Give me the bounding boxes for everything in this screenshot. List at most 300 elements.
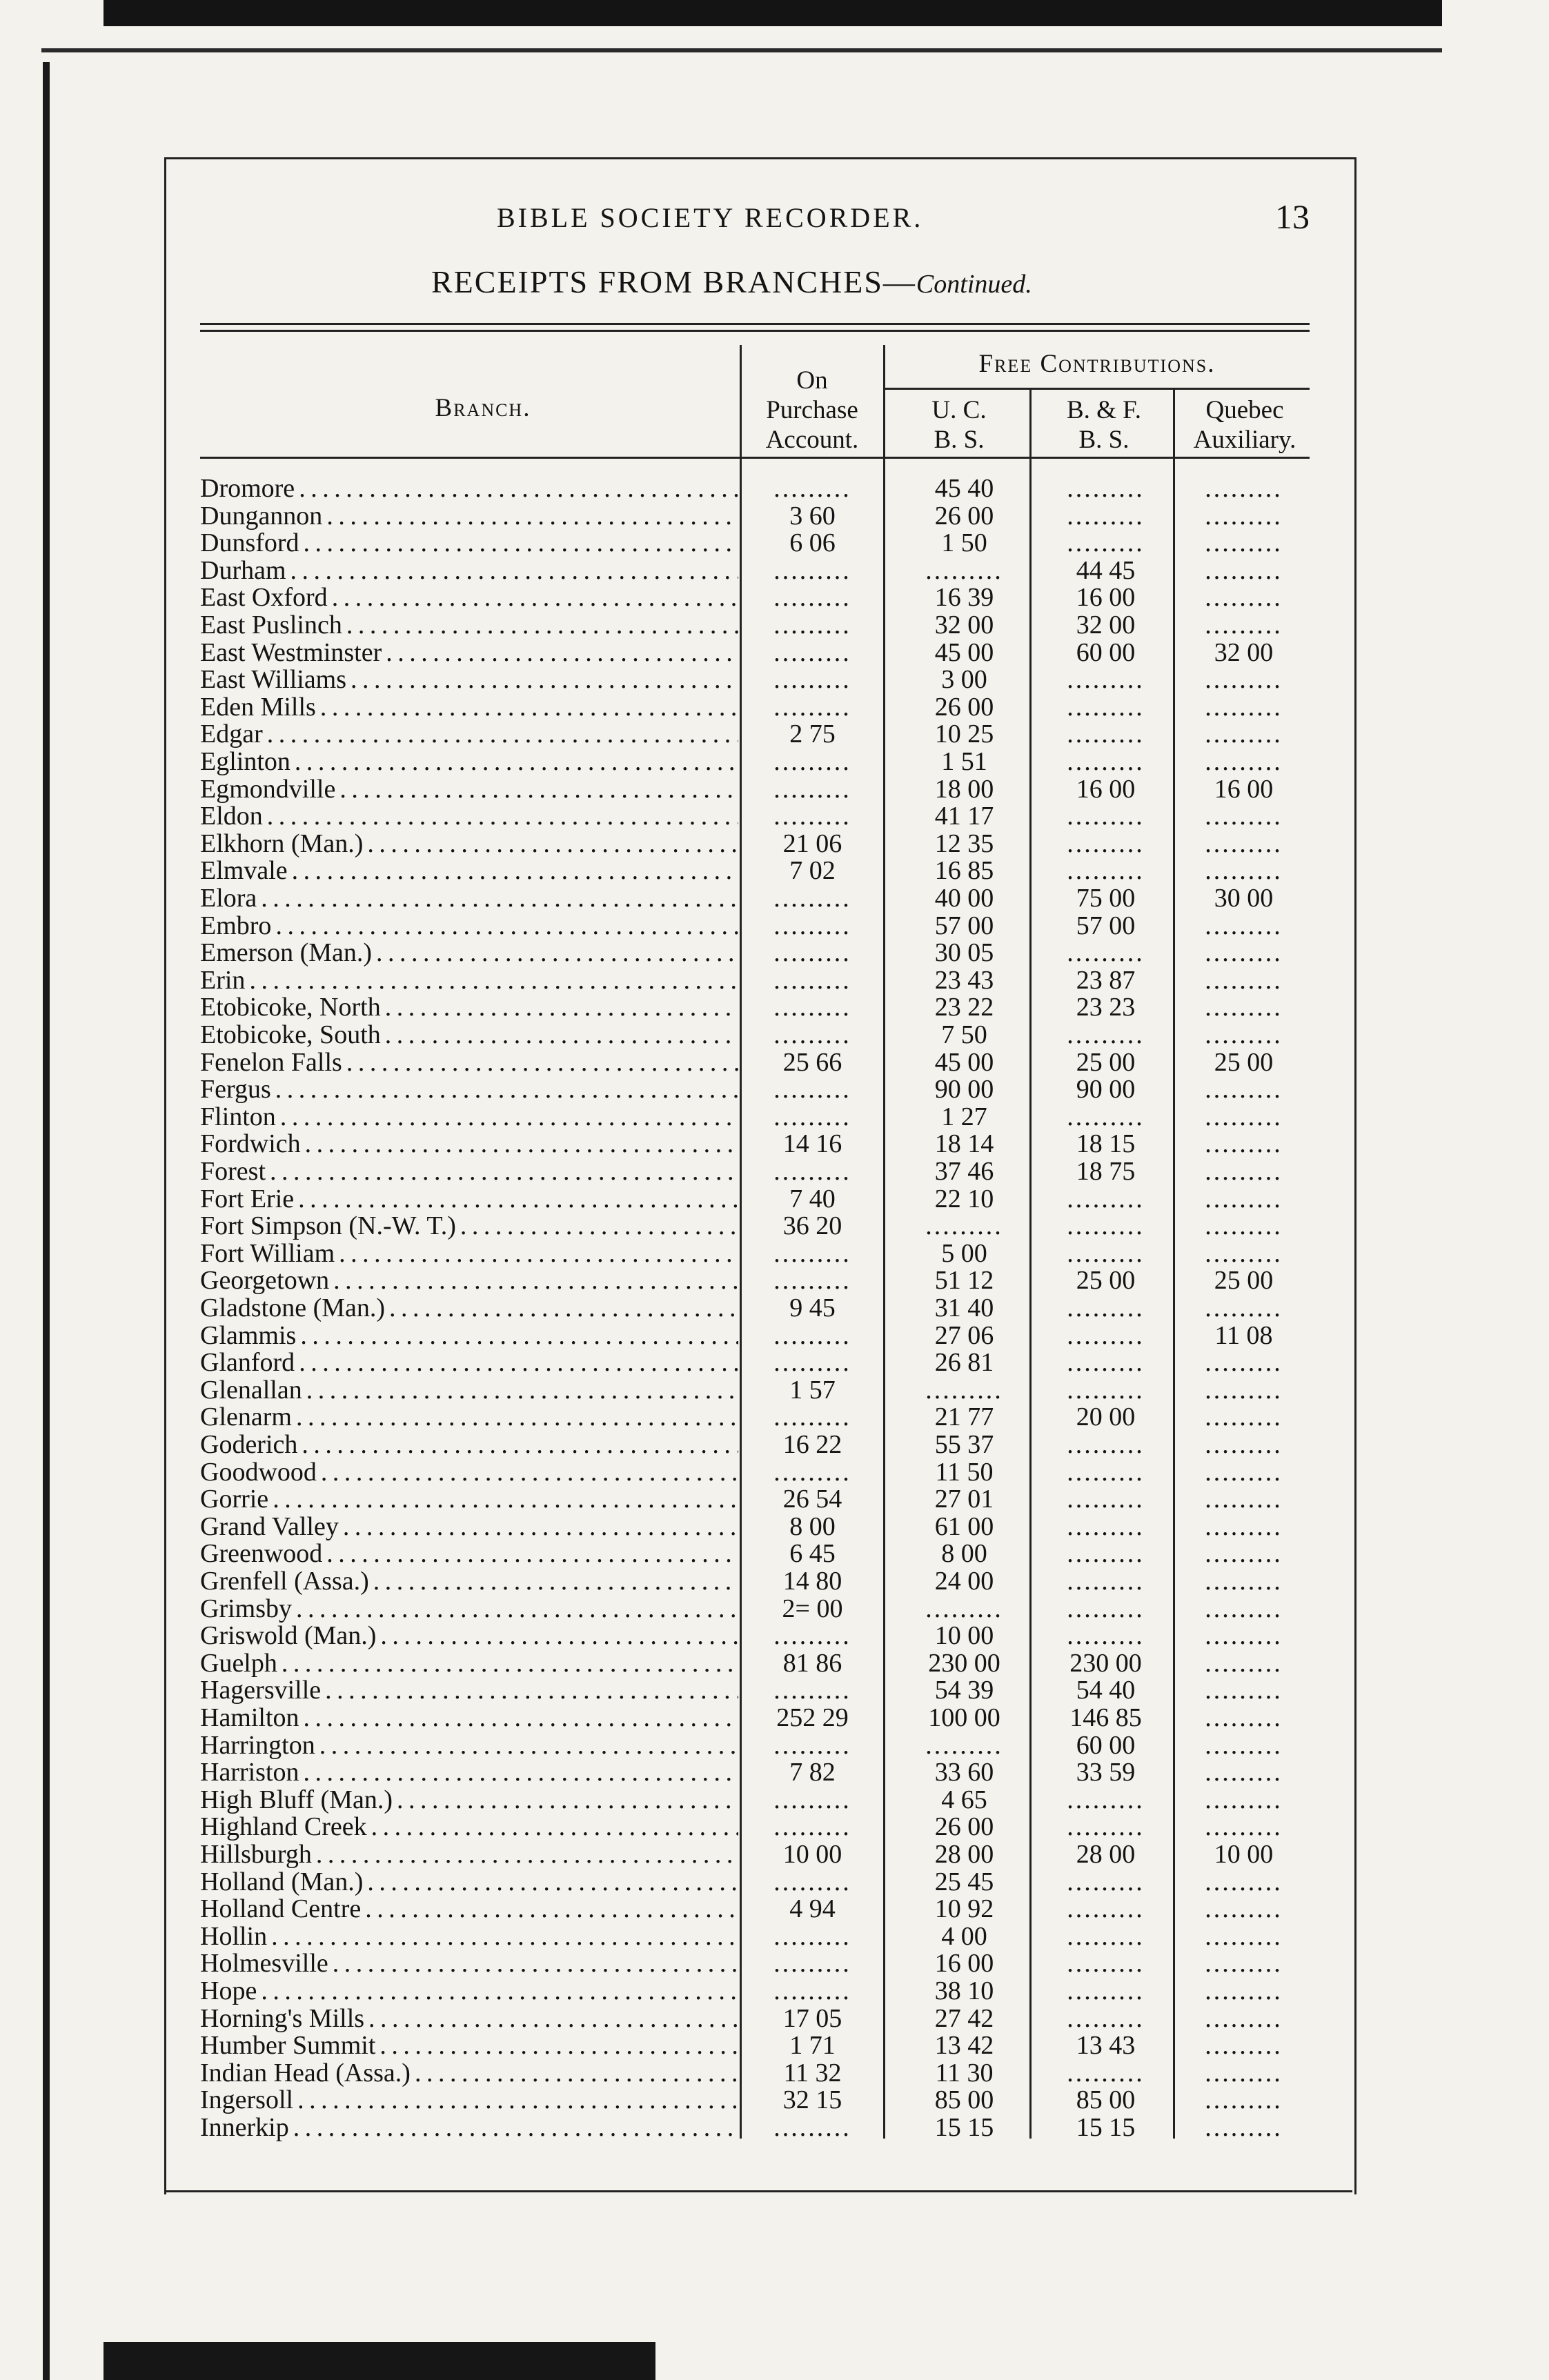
branch-name: Elkhorn (Man.) . . . xyxy=(200,830,738,857)
leader-dots: ......... xyxy=(773,1622,851,1649)
ucbs-cell: 90 00 xyxy=(934,1075,994,1103)
leader-dots: ......... xyxy=(773,1158,851,1185)
leader-dots: ......... xyxy=(773,1786,851,1814)
leader-dots: ......... xyxy=(1205,502,1283,530)
branch-name: Holland (Man.) . . . xyxy=(200,1868,738,1896)
leader-dots: ......... xyxy=(1205,1923,1283,1950)
leader-dots: ......... xyxy=(1067,1567,1145,1595)
purchase-cell xyxy=(749,666,876,693)
bfbs-cell: 16 00 xyxy=(1076,584,1136,611)
ucbs-cell: 16 39 xyxy=(934,584,994,611)
leader-dots: ......... xyxy=(1205,1185,1283,1213)
purchase-cell: 25 66 xyxy=(782,1049,842,1076)
leader-dots: ......... xyxy=(773,1240,851,1267)
leader-dots: ......... xyxy=(773,1021,851,1049)
purchase-cell: 26 54 xyxy=(782,1485,842,1513)
quebec-cell xyxy=(1180,1813,1308,1841)
leader-dots: ......... xyxy=(1067,748,1145,775)
purchase-cell xyxy=(749,693,876,721)
leader-dots: ......... xyxy=(1067,1786,1145,1814)
leader-dots: ......... xyxy=(773,611,851,639)
leader-dots: ......... xyxy=(773,557,851,584)
leader-dots: ......... xyxy=(773,1458,851,1486)
leader-dots: ......... xyxy=(1067,1923,1145,1950)
quebec-cell xyxy=(1180,529,1308,557)
bfbs-cell: 16 00 xyxy=(1076,775,1136,803)
branch-name: Hillsburgh . . . xyxy=(200,1841,738,1868)
leader-dots: ......... xyxy=(1067,1294,1145,1322)
header-ucbs xyxy=(890,395,1028,455)
purchase-cell xyxy=(749,1075,876,1103)
bfbs-cell xyxy=(1038,857,1173,884)
leader-dots: ......... xyxy=(773,1813,851,1841)
leader-dots: ......... xyxy=(1205,1567,1283,1595)
header-top-rule xyxy=(200,323,1310,325)
quebec-cell xyxy=(1180,1923,1308,1950)
branch-name: Elora . . . xyxy=(200,884,738,912)
column-rule-1 xyxy=(740,345,742,2139)
bfbs-cell xyxy=(1038,1868,1173,1896)
quebec-cell xyxy=(1180,1868,1308,1896)
branch-name: East Oxford . . . xyxy=(200,584,738,611)
free-contributions-rule xyxy=(883,388,1310,390)
leader-dots: ......... xyxy=(1067,1950,1145,1977)
leader-dots: ......... xyxy=(1067,1622,1145,1649)
leader-dots: ......... xyxy=(773,912,851,940)
branch-name: Goodwood . . . xyxy=(200,1458,738,1486)
ucbs-cell xyxy=(894,557,1035,584)
leader-dots: ......... xyxy=(1205,1431,1283,1458)
branch-name: Fort William . . . xyxy=(200,1240,738,1267)
purchase-cell xyxy=(749,966,876,994)
leader-dots: ......... xyxy=(925,1595,1003,1623)
leader-dots: ......... xyxy=(773,1267,851,1294)
bfbs-cell xyxy=(1038,1923,1173,1950)
leader-dots: ......... xyxy=(1205,993,1283,1021)
quebec-cell xyxy=(1180,1540,1308,1567)
quebec-cell xyxy=(1180,939,1308,966)
purchase-cell xyxy=(749,2114,876,2141)
leader-dots: ......... xyxy=(1205,720,1283,748)
quebec-cell xyxy=(1180,666,1308,693)
leader-dots: ......... xyxy=(773,775,851,803)
leader-dots: ......... xyxy=(773,1977,851,2005)
leader-dots: ......... xyxy=(1067,1240,1145,1267)
branch-name: Dunsford . . . xyxy=(200,529,738,557)
purchase-cell xyxy=(749,993,876,1021)
ucbs-cell: 45 40 xyxy=(934,475,994,502)
leader-dots: ......... xyxy=(773,584,851,611)
leader-dots: ......... xyxy=(1067,693,1145,721)
ucbs-cell xyxy=(894,1595,1035,1623)
bfbs-cell xyxy=(1038,720,1173,748)
ucbs-cell: 1 27 xyxy=(941,1103,987,1131)
quebec-cell xyxy=(1180,1758,1308,1786)
leader-dots: ......... xyxy=(1205,1676,1283,1704)
branch-name: Holmesville . . . xyxy=(200,1950,738,1977)
quebec-cell xyxy=(1180,1485,1308,1513)
header-bfbs-line1: B. & F. xyxy=(1066,396,1142,424)
bfbs-cell xyxy=(1038,475,1173,502)
leader-dots: ......... xyxy=(1205,2032,1283,2059)
quebec-cell xyxy=(1180,1103,1308,1131)
purchase-cell xyxy=(749,584,876,611)
branch-name: High Bluff (Man.) . . . xyxy=(200,1786,738,1814)
quebec-cell: 32 00 xyxy=(1214,639,1274,666)
purchase-cell: 32 15 xyxy=(782,2086,842,2114)
branch-name: Gladstone (Man.) . . . xyxy=(200,1294,738,1322)
leader-dots: ......... xyxy=(1205,557,1283,584)
purchase-cell xyxy=(749,611,876,639)
bfbs-cell: 23 87 xyxy=(1076,966,1136,994)
leader-dots: ......... xyxy=(1205,830,1283,857)
quebec-cell xyxy=(1180,748,1308,775)
branch-name: Dromore . . . xyxy=(200,475,738,502)
branch-name: Elmvale . . . xyxy=(200,857,738,884)
table-title-continued: Continued. xyxy=(916,270,1032,299)
branch-name: Guelph . . . xyxy=(200,1649,738,1677)
bfbs-cell xyxy=(1038,1240,1173,1267)
branch-name: Erin . . . xyxy=(200,966,738,994)
branch-name: Fergus . . . xyxy=(200,1075,738,1103)
quebec-cell xyxy=(1180,2086,1308,2114)
purchase-cell: 2= 00 xyxy=(782,1595,843,1623)
ucbs-cell: 16 00 xyxy=(934,1950,994,1977)
bfbs-cell: 18 75 xyxy=(1076,1158,1136,1185)
leader-dots: ......... xyxy=(1205,1130,1283,1158)
quebec-cell xyxy=(1180,1732,1308,1759)
bfbs-cell: 90 00 xyxy=(1076,1075,1136,1103)
column-rule-2 xyxy=(883,345,885,2139)
ucbs-cell: 55 37 xyxy=(934,1431,994,1458)
ucbs-cell: 10 00 xyxy=(934,1622,994,1649)
header-ucbs-line2: B. S. xyxy=(934,426,985,454)
ucbs-cell: 33 60 xyxy=(934,1758,994,1786)
ucbs-cell: 23 43 xyxy=(934,966,994,994)
branch-name: East Puslinch . . . xyxy=(200,611,738,639)
leader-dots: ......... xyxy=(773,993,851,1021)
bfbs-cell xyxy=(1038,1622,1173,1649)
leader-dots: ......... xyxy=(1205,1458,1283,1486)
quebec-cell xyxy=(1180,1403,1308,1431)
branch-name: Highland Creek . . . xyxy=(200,1813,738,1841)
scan-edge-line xyxy=(41,48,1442,52)
header-quebec xyxy=(1177,395,1312,455)
leader-dots: ......... xyxy=(1067,1868,1145,1896)
bfbs-cell: 25 00 xyxy=(1076,1267,1136,1294)
leader-dots: ......... xyxy=(1205,857,1283,884)
leader-dots: ......... xyxy=(1205,666,1283,693)
branch-name: Fordwich . . . xyxy=(200,1130,738,1158)
leader-dots: ......... xyxy=(1067,1540,1145,1567)
leader-dots: ......... xyxy=(1205,2086,1283,2114)
branch-name: Glammis . . . xyxy=(200,1322,738,1349)
purchase-cell xyxy=(749,1786,876,1814)
branch-name: Etobicoke, North . . . xyxy=(200,993,738,1021)
branch-name: Fort Simpson (N.-W. T.) . . . xyxy=(200,1212,738,1240)
leader-dots: ......... xyxy=(1067,666,1145,693)
table-title xyxy=(431,264,1032,300)
leader-dots: ......... xyxy=(1067,1895,1145,1923)
ucbs-cell xyxy=(894,1732,1035,1759)
leader-dots: ......... xyxy=(925,1376,1003,1404)
purchase-cell xyxy=(749,1923,876,1950)
header-purchase-line2: Purchase xyxy=(766,396,858,424)
ucbs-cell: 7 50 xyxy=(941,1021,987,1049)
bfbs-cell xyxy=(1038,1485,1173,1513)
bfbs-cell: 85 00 xyxy=(1076,2086,1136,2114)
header-bfbs xyxy=(1035,395,1173,455)
branch-name: Eldon . . . xyxy=(200,802,738,830)
ucbs-cell: 28 00 xyxy=(934,1841,994,1868)
branch-name: Eglinton . . . xyxy=(200,748,738,775)
leader-dots: ......... xyxy=(1205,1649,1283,1677)
leader-dots: ......... xyxy=(1205,693,1283,721)
ucbs-cell: 100 00 xyxy=(928,1704,1000,1732)
leader-dots: ......... xyxy=(773,1950,851,1977)
leader-dots: ......... xyxy=(1067,1513,1145,1540)
purchase-cell xyxy=(749,557,876,584)
running-head: BIBLE SOCIETY RECORDER. xyxy=(497,202,924,233)
quebec-cell xyxy=(1180,802,1308,830)
purchase-cell xyxy=(749,775,876,803)
leader-dots: ......... xyxy=(1205,1704,1283,1732)
header-bfbs-line2: B. S. xyxy=(1078,426,1129,454)
leader-dots: ......... xyxy=(1205,1240,1283,1267)
branch-name: Glanford . . . xyxy=(200,1349,738,1376)
leader-dots: ......... xyxy=(1067,2005,1145,2032)
bfbs-cell xyxy=(1038,1540,1173,1567)
bfbs-cell xyxy=(1038,802,1173,830)
bfbs-cell: 54 40 xyxy=(1076,1676,1136,1704)
bfbs-cell: 60 00 xyxy=(1076,1732,1136,1759)
bfbs-cell: 57 00 xyxy=(1076,912,1136,940)
bfbs-cell xyxy=(1038,1458,1173,1486)
branch-name: East Williams . . . xyxy=(200,666,738,693)
ucbs-cell: 3 00 xyxy=(941,666,987,693)
quebec-cell xyxy=(1180,1458,1308,1486)
leader-dots: ......... xyxy=(1205,584,1283,611)
branch-name: Embro . . . xyxy=(200,912,738,940)
bfbs-cell: 25 00 xyxy=(1076,1049,1136,1076)
quebec-cell xyxy=(1180,1021,1308,1049)
branch-name: Georgetown . . . xyxy=(200,1267,738,1294)
branch-name: Emerson (Man.) . . . xyxy=(200,939,738,966)
purchase-cell: 10 00 xyxy=(782,1841,842,1868)
bfbs-cell xyxy=(1038,666,1173,693)
quebec-cell xyxy=(1180,1704,1308,1732)
leader-dots: ......... xyxy=(773,693,851,721)
leader-dots: ......... xyxy=(1205,1950,1283,1977)
ucbs-cell xyxy=(894,1376,1035,1404)
quebec-cell xyxy=(1180,1895,1308,1923)
quebec-cell: 16 00 xyxy=(1214,775,1274,803)
ucbs-cell: 30 05 xyxy=(934,939,994,966)
branch-name: Greenwood . . . xyxy=(200,1540,738,1567)
quebec-cell xyxy=(1180,830,1308,857)
branch-name: Fort Erie . . . xyxy=(200,1185,738,1213)
ucbs-cell: 32 00 xyxy=(934,611,994,639)
purchase-cell xyxy=(749,1868,876,1896)
leader-dots: ......... xyxy=(1205,2114,1283,2141)
quebec-cell xyxy=(1180,857,1308,884)
leader-dots: ......... xyxy=(1205,748,1283,775)
leader-dots: ......... xyxy=(1205,2059,1283,2087)
quebec-cell xyxy=(1180,1240,1308,1267)
purchase-cell xyxy=(749,1103,876,1131)
bfbs-cell xyxy=(1038,1294,1173,1322)
quebec-cell xyxy=(1180,1376,1308,1404)
branch-name: Indian Head (Assa.) . . . xyxy=(200,2059,738,2087)
ucbs-cell: 10 92 xyxy=(934,1895,994,1923)
leader-dots: ......... xyxy=(1067,1813,1145,1841)
leader-dots: ......... xyxy=(773,802,851,830)
branch-name: Gorrie . . . xyxy=(200,1485,738,1513)
quebec-cell xyxy=(1180,502,1308,530)
leader-dots: ......... xyxy=(773,1103,851,1131)
purchase-cell xyxy=(749,939,876,966)
quebec-cell xyxy=(1180,1622,1308,1649)
leader-dots: ......... xyxy=(1205,1895,1283,1923)
leader-dots: ......... xyxy=(773,639,851,666)
leader-dots: ......... xyxy=(1205,1758,1283,1786)
bfbs-cell: 20 00 xyxy=(1076,1403,1136,1431)
ucbs-cell: 26 00 xyxy=(934,693,994,721)
purchase-cell: 8 00 xyxy=(789,1513,836,1540)
page-number: 13 xyxy=(1275,197,1310,236)
ucbs-cell: 85 00 xyxy=(934,2086,994,2114)
purchase-cell: 6 06 xyxy=(789,529,836,557)
bfbs-cell: 28 00 xyxy=(1076,1841,1136,1868)
header-quebec-line2: Auxiliary. xyxy=(1193,426,1296,454)
leader-dots: ......... xyxy=(773,1923,851,1950)
ucbs-cell: 45 00 xyxy=(934,639,994,666)
ucbs-cell xyxy=(894,1212,1035,1240)
branch-name: Griswold (Man.) . . . xyxy=(200,1622,738,1649)
ucbs-cell: 57 00 xyxy=(934,912,994,940)
leader-dots: ......... xyxy=(1205,2005,1283,2032)
quebec-cell: 10 00 xyxy=(1214,1841,1274,1868)
leader-dots: ......... xyxy=(1205,1158,1283,1185)
ucbs-cell: 27 01 xyxy=(934,1485,994,1513)
bfbs-cell: 60 00 xyxy=(1076,639,1136,666)
ucbs-cell: 16 85 xyxy=(934,857,994,884)
leader-dots: ......... xyxy=(1205,611,1283,639)
branch-name: Grand Valley . . . xyxy=(200,1513,738,1540)
bfbs-cell: 32 00 xyxy=(1076,611,1136,639)
quebec-cell xyxy=(1180,693,1308,721)
branch-name: Goderich . . . xyxy=(200,1431,738,1458)
leader-dots: ......... xyxy=(1205,1075,1283,1103)
leader-dots: ......... xyxy=(1205,1485,1283,1513)
leader-dots: ......... xyxy=(1067,1458,1145,1486)
purchase-cell xyxy=(749,1240,876,1267)
branch-name: East Westminster . . . xyxy=(200,639,738,666)
purchase-cell: 21 06 xyxy=(782,830,842,857)
leader-dots: ......... xyxy=(1205,1021,1283,1049)
bfbs-cell xyxy=(1038,1376,1173,1404)
leader-dots: ......... xyxy=(1067,720,1145,748)
purchase-cell: 14 80 xyxy=(782,1567,842,1595)
quebec-cell xyxy=(1180,475,1308,502)
branch-name: Edgar . . . xyxy=(200,720,738,748)
branch-name: Hollin . . . xyxy=(200,1923,738,1950)
quebec-cell xyxy=(1180,1649,1308,1677)
quebec-cell xyxy=(1180,1513,1308,1540)
header-free-contributions: Free Contributions. xyxy=(978,350,1216,378)
purchase-cell: 4 94 xyxy=(789,1895,836,1923)
leader-dots: ......... xyxy=(773,1732,851,1759)
bfbs-cell xyxy=(1038,1349,1173,1376)
leader-dots: ......... xyxy=(1205,1622,1283,1649)
bfbs-cell xyxy=(1038,1322,1173,1349)
leader-dots: ......... xyxy=(773,475,851,502)
scan-edge-top xyxy=(103,0,1442,26)
table-title-main: RECEIPTS FROM BRANCHES— xyxy=(431,264,916,299)
leader-dots: ......... xyxy=(1067,857,1145,884)
leader-dots: ......... xyxy=(1067,1431,1145,1458)
purchase-cell: 11 32 xyxy=(783,2059,842,2087)
header-bottom-rule xyxy=(200,457,1310,459)
branch-name: Forest . . . xyxy=(200,1158,738,1185)
leader-dots: ......... xyxy=(1067,1595,1145,1623)
quebec-cell: 11 08 xyxy=(1214,1322,1273,1349)
ucbs-cell: 38 10 xyxy=(934,1977,994,2005)
leader-dots: ......... xyxy=(1067,529,1145,557)
quebec-cell xyxy=(1180,720,1308,748)
bfbs-cell xyxy=(1038,1103,1173,1131)
leader-dots: ......... xyxy=(1205,912,1283,940)
bfbs-cell xyxy=(1038,1895,1173,1923)
quebec-cell xyxy=(1180,966,1308,994)
branch-name: Holland Centre . . . xyxy=(200,1895,738,1923)
leader-dots: ......... xyxy=(1205,1868,1283,1896)
bfbs-cell: 18 15 xyxy=(1076,1130,1136,1158)
ucbs-cell: 27 06 xyxy=(934,1322,994,1349)
quebec-cell xyxy=(1180,2059,1308,2087)
bfbs-cell: 75 00 xyxy=(1076,884,1136,912)
quebec-cell xyxy=(1180,1158,1308,1185)
bfbs-cell xyxy=(1038,830,1173,857)
header-purchase-line3: Account. xyxy=(765,426,859,454)
quebec-cell: 30 00 xyxy=(1214,884,1274,912)
leader-dots: ......... xyxy=(1205,1294,1283,1322)
header-top-rule-2 xyxy=(200,330,1310,332)
branch-name: Grenfell (Assa.) . . . xyxy=(200,1567,738,1595)
purchase-cell: 81 86 xyxy=(782,1649,842,1677)
purchase-cell xyxy=(749,1158,876,1185)
bfbs-cell: 13 43 xyxy=(1076,2032,1136,2059)
leader-dots: ......... xyxy=(1205,529,1283,557)
leader-dots: ......... xyxy=(1067,1485,1145,1513)
leader-dots: ......... xyxy=(1205,1376,1283,1404)
quebec-cell xyxy=(1180,912,1308,940)
leader-dots: ......... xyxy=(773,1403,851,1431)
header-ucbs-line1: U. C. xyxy=(931,396,987,424)
leader-dots: ......... xyxy=(773,884,851,912)
leader-dots: ......... xyxy=(1205,1786,1283,1814)
leader-dots: ......... xyxy=(1205,1403,1283,1431)
bfbs-cell: 23 23 xyxy=(1076,993,1136,1021)
purchase-cell: 3 60 xyxy=(789,502,836,530)
purchase-cell xyxy=(749,1732,876,1759)
leader-dots: ......... xyxy=(1067,1322,1145,1349)
bfbs-cell xyxy=(1038,1786,1173,1814)
purchase-cell xyxy=(749,1349,876,1376)
branch-name: Harrington . . . xyxy=(200,1732,738,1759)
leader-dots: ......... xyxy=(1205,1212,1283,1240)
leader-dots: ......... xyxy=(1205,1540,1283,1567)
